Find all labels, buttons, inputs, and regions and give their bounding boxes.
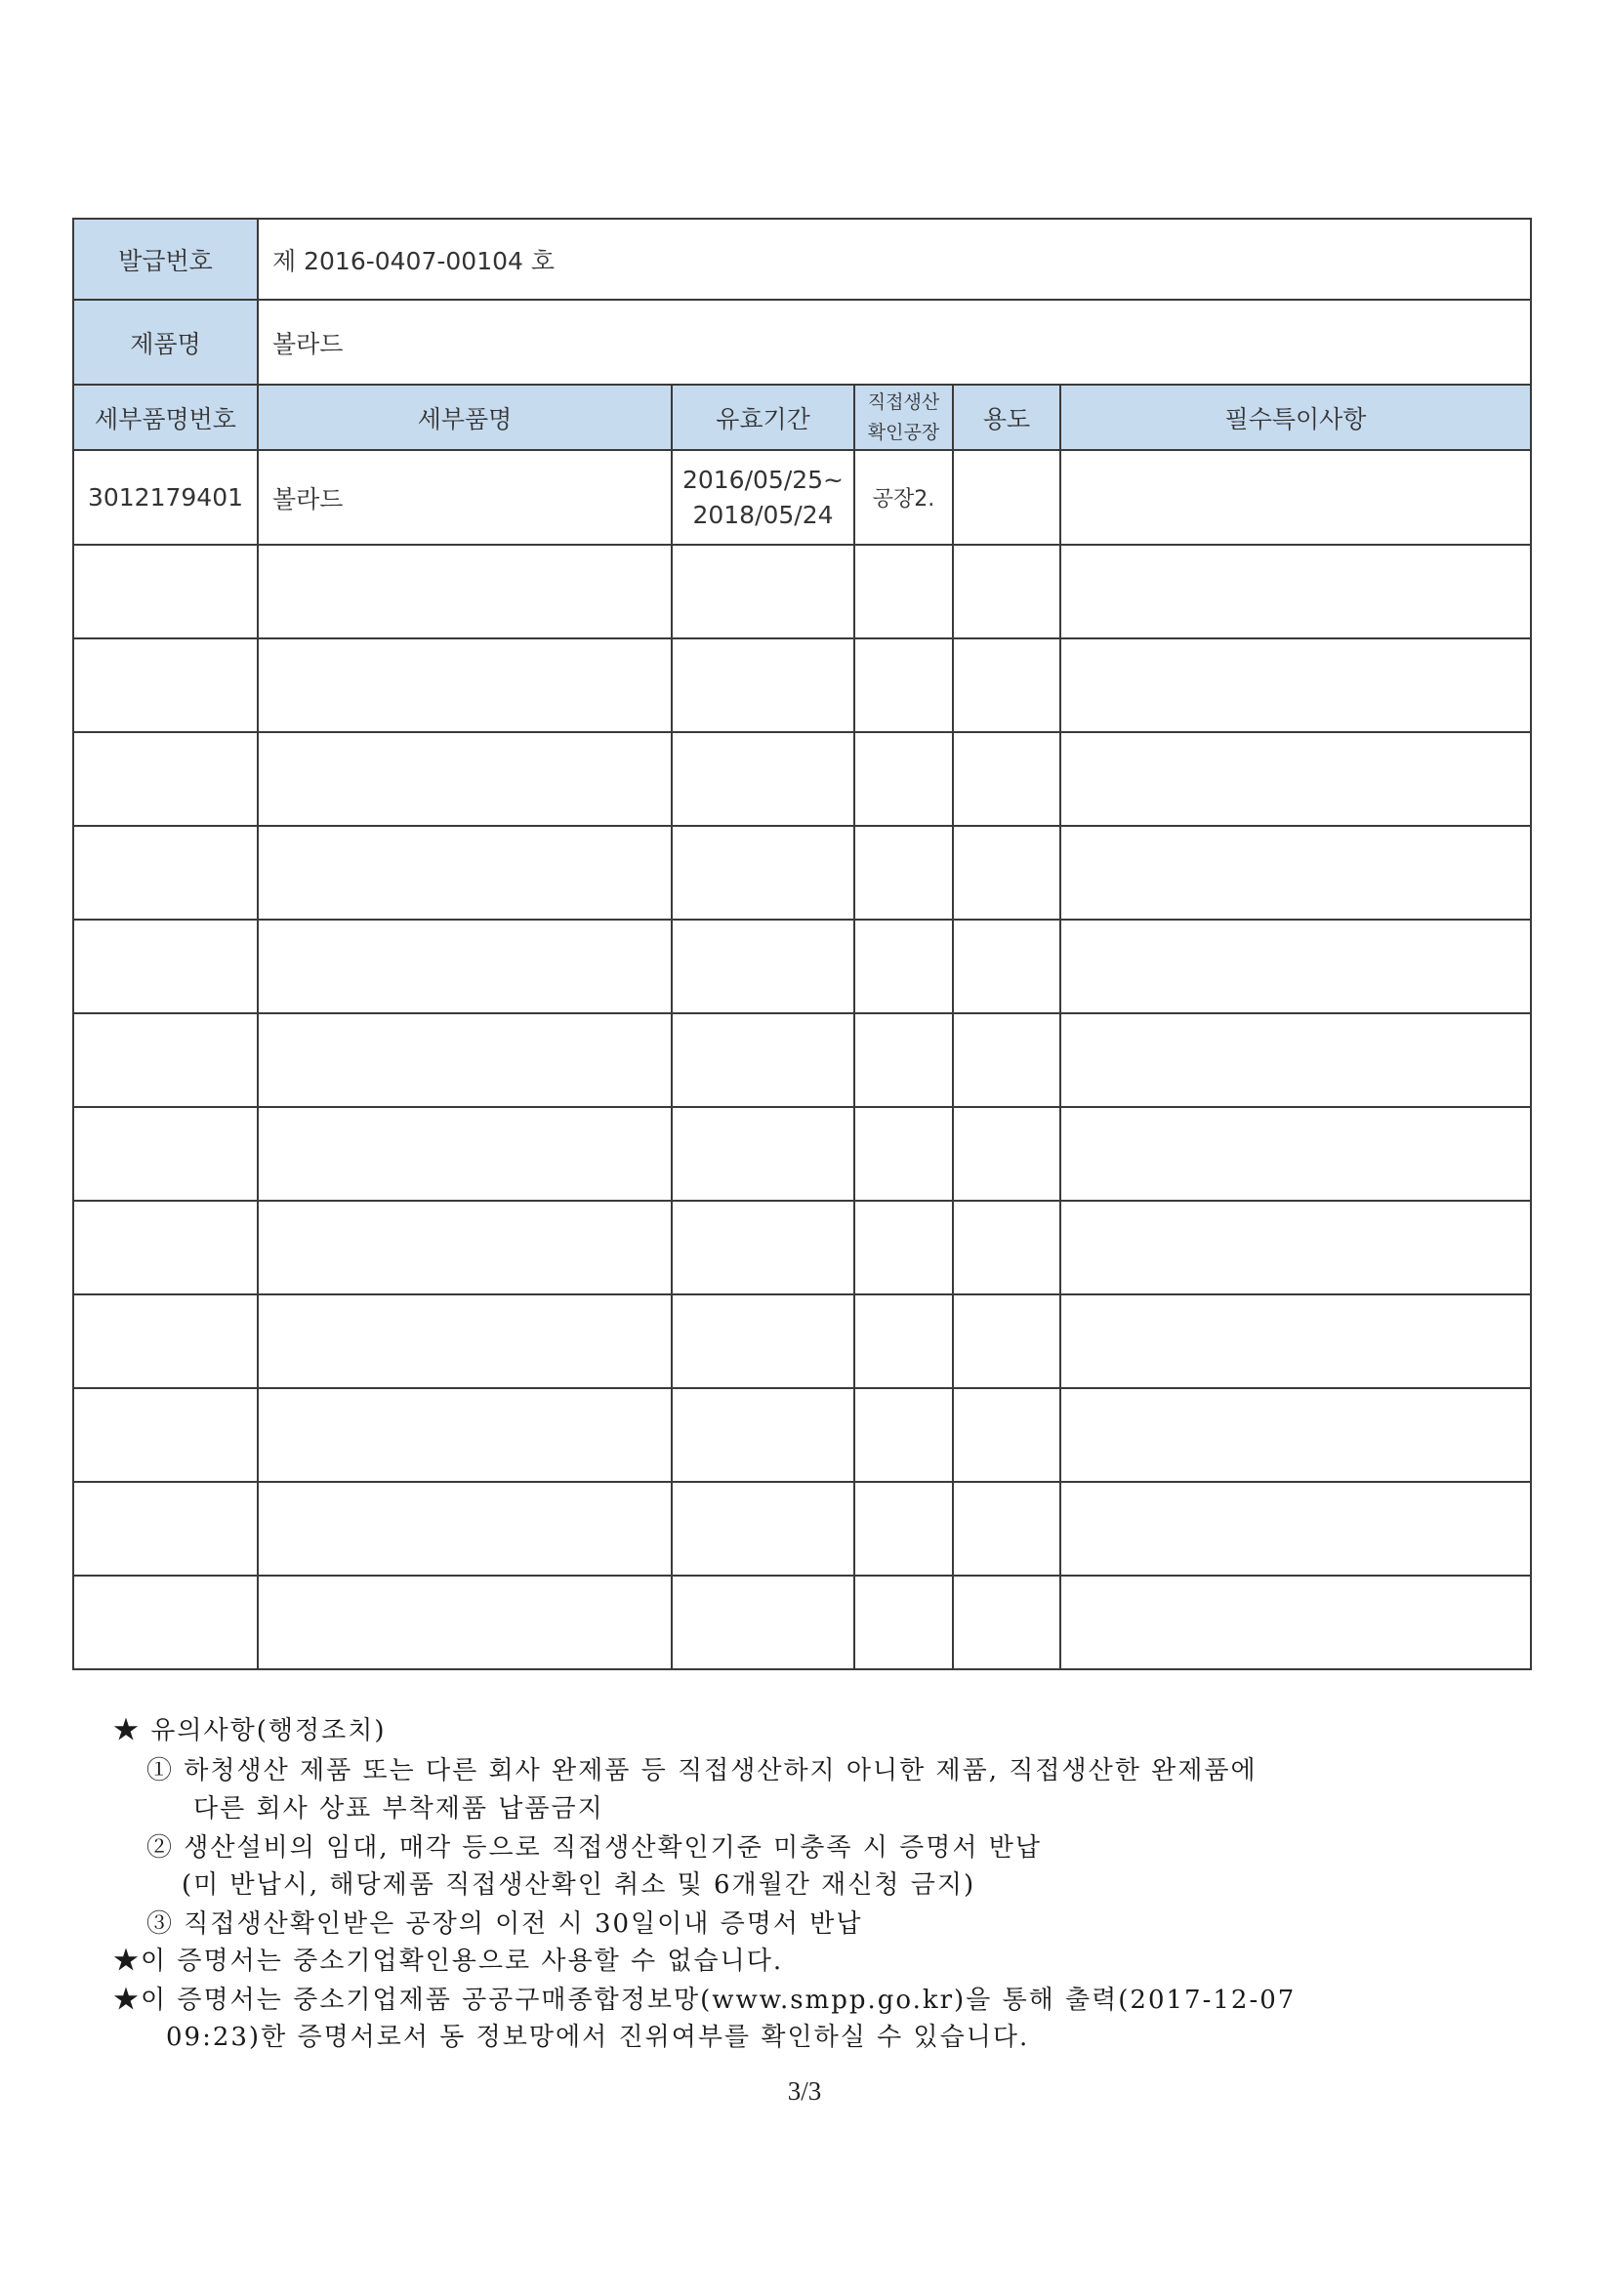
detail-name-cell [258,1294,672,1388]
validity-period-cell [672,920,854,1013]
detail-name-cell [258,1576,672,1669]
remarks-cell [1060,1388,1531,1482]
table-row [73,638,1531,732]
detail-name-cell: 볼라드 [258,450,672,545]
table-row [73,1107,1531,1201]
table-row [73,732,1531,826]
validity-period-cell [672,545,854,638]
usage-cell [953,1576,1060,1669]
detail-number-cell [73,1107,258,1201]
detail-number-cell [73,638,258,732]
usage-cell [953,1388,1060,1482]
usage-cell [953,920,1060,1013]
detail-number-cell [73,1013,258,1107]
validity-period-cell [672,1013,854,1107]
verified-plant-cell [854,638,953,732]
verified-plant-cell [854,1013,953,1107]
remarks-cell [1060,1013,1531,1107]
validity-start: 2016/05/25~ [681,465,845,494]
validity-period-cell [672,732,854,826]
table-row [73,545,1531,638]
detail-number-cell [73,732,258,826]
detail-number-cell [73,1201,258,1294]
remarks-cell [1060,545,1531,638]
product-name-value: 볼라드 [258,300,1531,385]
remarks-cell [1060,1294,1531,1388]
detail-number-cell: 3012179401 [73,450,258,545]
detail-number-cell [73,920,258,1013]
note-item-2-line-1: ② 생산설비의 임대, 매각 등으로 직접생산확인기준 미충족 시 증명서 반납 [146,1833,1043,1863]
issue-number-value: 제 2016-0407-00104 호 [258,219,1531,300]
remarks-cell [1060,1201,1531,1294]
usage-cell [953,1482,1060,1576]
usage-cell [953,1013,1060,1107]
note-item-1-line-2: 다른 회사 상표 부착제품 납품금지 [193,1794,604,1824]
remarks-cell [1060,826,1531,920]
validity-end: 2018/05/24 [692,500,834,529]
remarks-cell [1060,1107,1531,1201]
table-row [73,1201,1531,1294]
usage-cell [953,826,1060,920]
verified-plant-cell [854,826,953,920]
validity-period-cell [672,826,854,920]
header-validity-period: 유효기간 [672,385,854,450]
detail-number-cell [73,1482,258,1576]
remarks-cell [1060,450,1531,545]
usage-cell [953,1107,1060,1201]
header-usage: 용도 [953,385,1060,450]
issue-number-label: 발급번호 [73,219,258,300]
verified-plant-cell [854,545,953,638]
note-item-2-line-2: (미 반납시, 해당제품 직접생산확인 취소 및 6개월간 재신청 금지) [182,1870,976,1900]
remarks-cell [1060,1482,1531,1576]
verified-plant-cell [854,1107,953,1201]
detail-number-cell [73,545,258,638]
validity-period-cell [672,1201,854,1294]
notice-printout-line-2: 09:23)한 증명서로서 동 정보망에서 진위여부를 확인하실 수 있습니다. [166,2023,1030,2052]
detail-number-cell [73,1294,258,1388]
table-row [73,826,1531,920]
usage-cell [953,1201,1060,1294]
detail-name-cell [258,1107,672,1201]
validity-period-cell [672,1107,854,1201]
usage-cell [953,545,1060,638]
usage-cell [953,638,1060,732]
detail-name-cell [258,545,672,638]
usage-cell [953,450,1060,545]
table-row [73,450,1531,545]
validity-period-cell [672,450,854,545]
remarks-cell [1060,920,1531,1013]
detail-name-cell [258,732,672,826]
product-name-row [73,300,1531,385]
detail-name-cell [258,826,672,920]
verified-plant-cell: 공장2. [854,450,953,545]
validity-period-cell [672,638,854,732]
remarks-cell [1060,1576,1531,1669]
detail-number-cell [73,1576,258,1669]
usage-cell [953,732,1060,826]
certificate-table [72,218,1532,1670]
note-item-3: ③ 직접생산확인받은 공장의 이전 시 30일이내 증명서 반납 [146,1909,863,1939]
detail-name-cell [258,1013,672,1107]
table-row [73,1576,1531,1669]
header-verified-plant-line2: 확인공장 [867,421,940,443]
detail-name-cell [258,920,672,1013]
usage-cell [953,1294,1060,1388]
notice-printout-line-1: ★이 증명서는 중소기업제품 공공구매종합정보망(www.smpp.go.kr)을 통해 출력(2017-12-07 [113,1986,1297,2015]
product-name-label: 제품명 [73,300,258,385]
table-row [73,1482,1531,1576]
verified-plant-cell [854,732,953,826]
header-verified-plant-line1: 직접생산 [867,390,940,413]
header-detail-number: 세부품명번호 [73,385,258,450]
detail-name-cell [258,1388,672,1482]
remarks-cell [1060,638,1531,732]
table-row [73,920,1531,1013]
table-row [73,1388,1531,1482]
notes-title: ★ 유의사항(행정조치) [113,1716,387,1745]
notice-not-for-sme-verification: ★이 증명서는 중소기업확인용으로 사용할 수 없습니다. [113,1947,784,1976]
detail-number-cell [73,826,258,920]
table-header-row [73,385,1531,450]
table-row [73,1013,1531,1107]
validity-period-cell [672,1294,854,1388]
verified-plant-cell [854,1294,953,1388]
verified-plant-cell [854,1482,953,1576]
verified-plant-cell [854,920,953,1013]
table-row [73,1294,1531,1388]
detail-name-cell [258,638,672,732]
detail-name-cell [258,1482,672,1576]
verified-plant-cell [854,1201,953,1294]
header-verified-plant [854,385,953,450]
issue-number-row [73,219,1531,300]
validity-period-cell [672,1388,854,1482]
note-item-1-line-1: ① 하청생산 제품 또는 다른 회사 완제품 등 직접생산하지 아니한 제품, 직접생산한 완제품에 [146,1756,1258,1785]
validity-period-cell [672,1576,854,1669]
page-number: 3/3 [787,2076,822,2106]
detail-number-cell [73,1388,258,1482]
validity-period-cell [672,1482,854,1576]
verified-plant-cell [854,1388,953,1482]
detail-name-cell [258,1201,672,1294]
header-detail-name: 세부품명 [258,385,672,450]
remarks-cell [1060,732,1531,826]
header-remarks: 필수특이사항 [1060,385,1531,450]
verified-plant-cell [854,1576,953,1669]
